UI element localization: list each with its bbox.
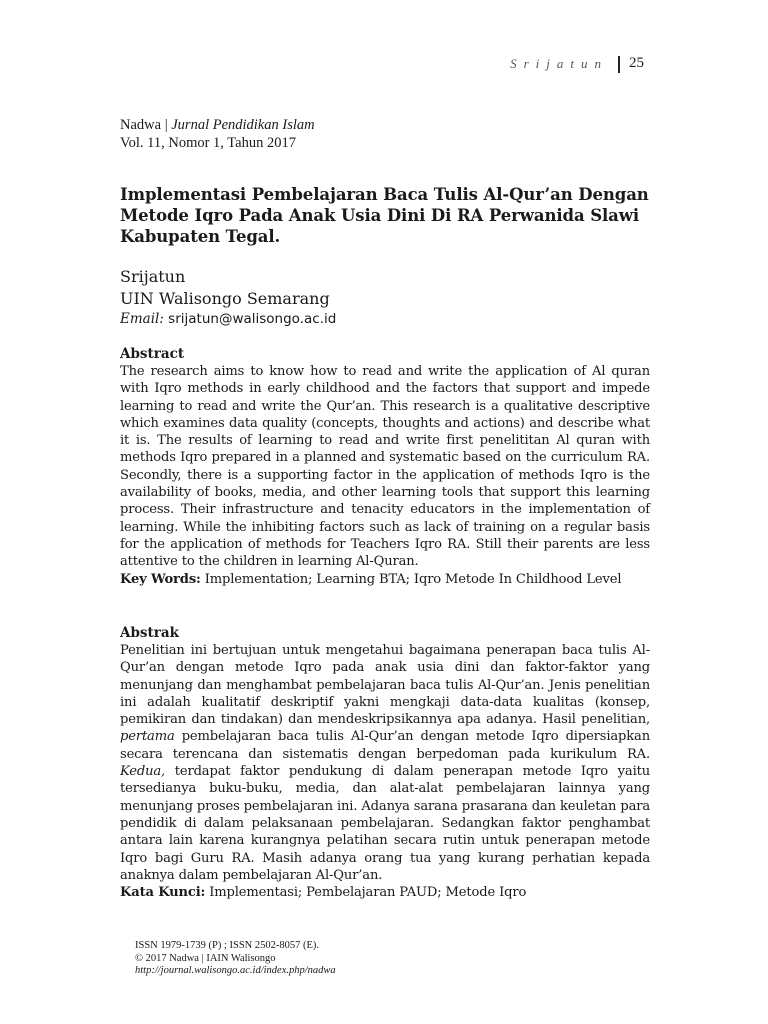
author-name: Srijatun	[120, 267, 186, 286]
abstract-heading: Abstract	[120, 346, 185, 362]
footer-issn: ISSN 1979-1739 (P) ; ISSN 2502-8057 (E).	[135, 940, 320, 951]
journal-name: Nadwa	[120, 117, 162, 133]
running-head-author: Srijatun	[510, 56, 608, 71]
running-head-divider	[618, 56, 620, 73]
abstract-body: The research aims to know how to read and write the application of Al quran with Iqro methods in early childhood and the factors that support and impede learning to read and write the Qur’an. This research is a qualitative descriptive which examines data quality (concepts, thoughts and actions) and describe what it is. The results of learning to read and write first penelititan Al quran with methods Iqro prepared in a planned and systematic based on the curriculum RA. Secondly, there is a supporting factor in the application of methods Iqro is the availability of books, media, and other learning tools that support this learning process. Their infrastructure and tenacity educators in the implementation of learning. While the inhibiting factors such as lack of training on a regular basis for the application of methods for Teachers Iqro RA. Still their parents are less attentive to the children in learning Al-Quran.	[120, 364, 650, 570]
abstrak-part-1: Penelitian ini bertujuan untuk mengetahui bagaimana penerapan baca tulis Al-Qur’an dengan metode Iqro pada anak usia dini dan faktor-faktor yang menunjang dan menghambat pembelajaran baca tulis Al-Qur’an. Jenis penelitian ini adalah kualitatif deskriptif yakni mengkaji data-data kualitas (konsep, pemikiran dan tindakan) dan mendeskripsikannya apa adanya. Hasil penelitian,	[120, 643, 650, 728]
paper-title: Implementasi Pembelajaran Baca Tulis Al-Qur’an Dengan Metode Iqro Pada Anak Usia Dini Di RA Perwanida Slawi Kabupaten Tegal.	[120, 185, 649, 246]
abstrak-part-2: pembelajaran baca tulis Al-Qur’an dengan metode Iqro dipersiapkan secara terencana dan sistematis dengan berpedoman pada kurikulum RA.	[120, 729, 650, 762]
journal-name-line	[120, 116, 315, 134]
abstrak-body	[120, 642, 650, 884]
abstrak-heading: Abstrak	[120, 625, 179, 641]
page-number: 25	[629, 55, 644, 71]
keywords-label: Key Words:	[120, 571, 201, 587]
abstrak-part-3: terdapat faktor pendukung di dalam penerapan metode Iqro yaitu tersedianya buku-buku, media, dan alat-alat pembelajaran lainnya yang menunjang proses pembelajaran ini. Adanya sarana prasarana dan keuletan para pendidik di dalam pelaksanaan pembelajaran. Sedangkan faktor penghambat antara lain karena kurangnya pelatihan secara rutin untuk penerapan metode Iqro bagi Guru RA. Masih adanya orang tua yang kurang perhatian kepada anaknya dalam pembelajaran Al-Qur’an.	[120, 764, 650, 883]
footer-url[interactable]: http://journal.walisongo.ac.id/index.php/nadwa	[135, 965, 336, 976]
abstrak-pertama: pertama	[120, 729, 175, 745]
journal-subtitle: Jurnal Pendidikan Islam	[171, 117, 315, 133]
keywords-line	[120, 571, 650, 588]
keywords: Implementation; Learning BTA; Iqro Metode In Childhood Level	[200, 571, 622, 587]
abstract-english	[120, 345, 650, 588]
journal-volume: Vol. 11, Nomor 1, Tahun 2017	[120, 135, 296, 151]
abstract-indonesian	[120, 624, 650, 901]
journal-info	[120, 116, 315, 152]
kata-kunci: Implementasi; Pembelajaran PAUD; Metode Iqro	[205, 885, 527, 901]
kata-kunci-line	[120, 884, 650, 901]
journal-separator: |	[161, 117, 172, 133]
author-block	[120, 266, 336, 328]
email-label: Email:	[120, 311, 164, 327]
kata-kunci-label: Kata Kunci:	[120, 885, 206, 901]
author-email-line	[120, 310, 336, 328]
page-footer	[135, 940, 336, 978]
author-affiliation: UIN Walisongo Semarang	[120, 289, 330, 308]
author-email[interactable]: srijatun@walisongo.ac.id	[163, 311, 337, 327]
footer-copyright: © 2017 Nadwa | IAIN Walisongo	[135, 952, 276, 964]
running-head	[0, 56, 768, 76]
abstrak-kedua: Kedua,	[120, 764, 166, 780]
